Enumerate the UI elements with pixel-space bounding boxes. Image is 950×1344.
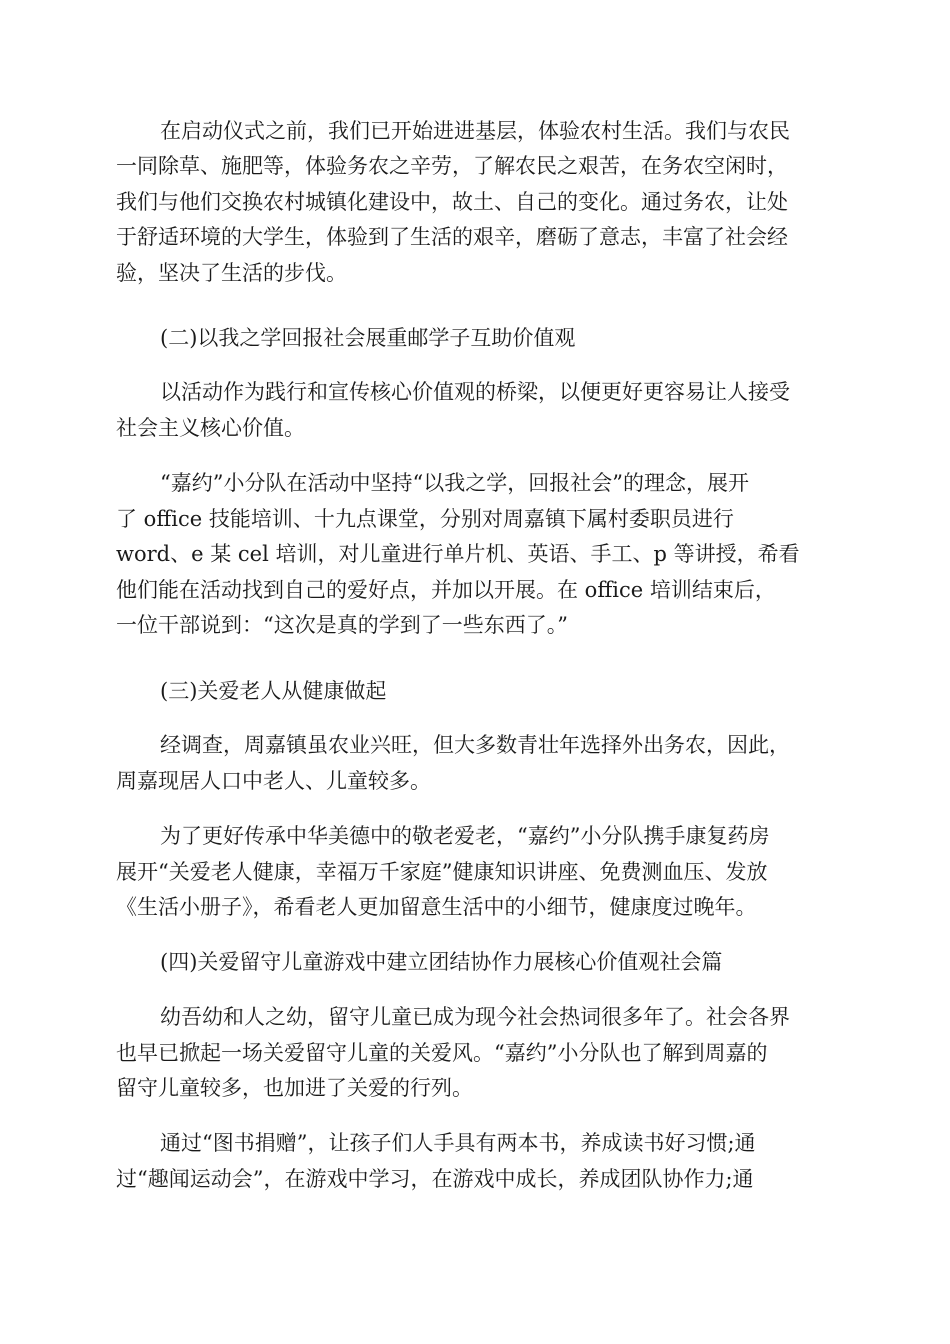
paragraph-line: 展开“关爱老人健康，幸福万千家庭”健康知识讲座、免费测血压、发放 [116, 860, 768, 884]
section-heading: (二)以我之学回报社会展重邮学子互助价值观 [160, 326, 576, 350]
paragraph-line: 一位干部说到：“这次是真的学到了一些东西了。” [116, 613, 568, 637]
paragraph-line: 一同除草、施肥等，体验务农之辛劳，了解农民之艰苦，在务农空闲时， [116, 154, 788, 178]
paragraph-line: 验，坚决了生活的步伐。 [116, 261, 347, 285]
paragraph-line: 了 office 技能培训、十九点课堂，分别对周嘉镇下属村委职员进行 [116, 507, 734, 531]
section-heading: (三)关爱老人从健康做起 [160, 679, 387, 703]
paragraph-line: 以活动作为践行和宣传核心价值观的桥梁，以便更好更容易让人接受 [160, 380, 790, 404]
paragraph-line: 留守儿童较多，也加进了关爱的行列。 [116, 1076, 473, 1100]
paragraph-line: 幼吾幼和人之幼，留守儿童已成为现今社会热词很多年了。社会各界 [160, 1005, 790, 1029]
paragraph-line: word、e 某 cel 培训，对儿童进行单片机、英语、手工、p 等讲授，希看 [116, 542, 800, 566]
paragraph-line: 我们与他们交换农村城镇化建设中，故土、自己的变化。通过务农，让处 [116, 190, 788, 214]
paragraph-line: 为了更好传承中华美德中的敬老爱老，“嘉约”小分队携手康复药房 [160, 824, 770, 848]
paragraph-line: 经调查，周嘉镇虽农业兴旺，但大多数青壮年选择外出务农，因此， [160, 733, 790, 757]
paragraph-line: 也早已掀起一场关爱留守儿童的关爱风。“嘉约”小分队也了解到周嘉的 [116, 1041, 768, 1065]
section-heading: (四)关爱留守儿童游戏中建立团结协作力展核心价值观社会篇 [160, 950, 723, 974]
paragraph-line: 于舒适环境的大学生，体验到了生活的艰辛，磨砺了意志，丰富了社会经 [116, 225, 788, 249]
paragraph-line: “嘉约”小分队在活动中坚持“以我之学，回报社会”的理念，展开 [160, 471, 749, 495]
paragraph-line: 在启动仪式之前，我们已开始进进基层，体验农村生活。我们与农民 [160, 119, 790, 143]
paragraph-line: 通过“图书捐赠”，让孩子们人手具有两本书，养成读书好习惯;通 [160, 1131, 756, 1155]
paragraph-line: 周嘉现居人口中老人、儿童较多。 [116, 769, 431, 793]
paragraph-line: 过“趣闻运动会”，在游戏中学习，在游戏中成长，养成团队协作力;通 [116, 1167, 754, 1191]
paragraph-line: 《生活小册子》，希看老人更加留意生活中的小细节，健康度过晚年。 [116, 895, 757, 919]
paragraph-line: 他们能在活动找到自己的爱好点，并加以开展。在 office 培训结束后， [116, 578, 776, 602]
paragraph-line: 社会主义核心价值。 [116, 416, 305, 440]
